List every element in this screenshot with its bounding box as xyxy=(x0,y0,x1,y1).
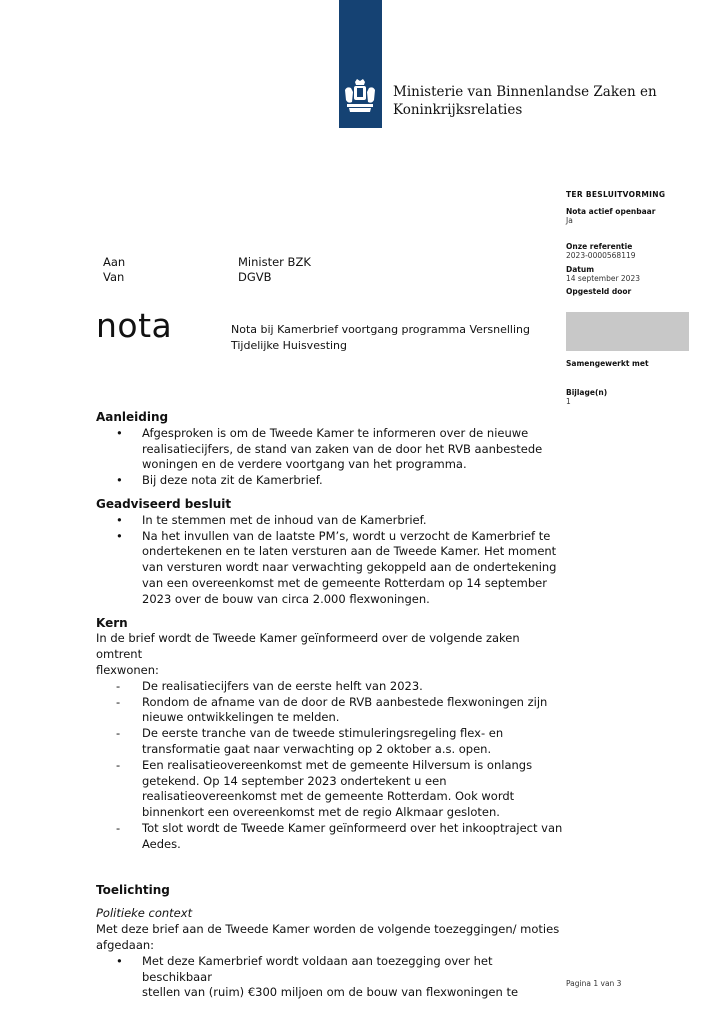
bijlage-block xyxy=(566,388,607,406)
bijlage-label: Bijlage(n) xyxy=(566,388,608,397)
bullet-icon: • xyxy=(116,473,123,488)
subject-line-2: Tijdelijke Huisvesting xyxy=(231,339,348,352)
bijlage-value: 1 xyxy=(566,397,571,406)
toelichting-subheading: Politieke context xyxy=(96,906,193,921)
datum-label: Datum xyxy=(566,265,595,274)
opgesteld-label: Opgesteld door xyxy=(566,287,632,296)
ministry-name xyxy=(393,83,657,119)
dash-icon: - xyxy=(116,757,121,772)
list-item: • In te stemmen met de inhoud van de Kamerbrief. xyxy=(116,512,427,527)
subject-line-1: Nota bij Kamerbrief voortgang programma Versnelling xyxy=(231,323,531,336)
sidebar-title: TER BESLUITVORMING xyxy=(566,190,666,199)
document-type: nota xyxy=(96,306,173,345)
van-value: DGVB xyxy=(238,270,272,284)
besluit-heading: Geadviseerd besluit xyxy=(96,496,232,511)
document-subject xyxy=(231,322,551,354)
page-number: Pagina 1 van 3 xyxy=(566,979,622,988)
aanleiding-list xyxy=(96,426,566,489)
aanleiding-heading: Aanleiding xyxy=(96,410,169,424)
toelichting-heading: Toelichting xyxy=(96,882,170,897)
van-label: Van xyxy=(103,270,125,284)
ministry-line-2: Koninkrijksrelaties xyxy=(393,102,523,118)
aan-value: Minister BZK xyxy=(238,255,311,269)
dash-icon: - xyxy=(116,820,121,835)
kern-list xyxy=(96,679,566,853)
list-item: • Afgesproken is om de Tweede Kamer te informeren over de nieuwe realisatiecijfers, de stand van zaken van de door het RVB aanbestede woningen en de verdere voortgang van het programma. xyxy=(116,425,543,472)
toelichting-list xyxy=(96,954,566,1001)
document-body xyxy=(96,410,566,1001)
list-item: - De realisatiecijfers van de eerste helft van 2023. xyxy=(116,678,423,693)
bullet-icon: • xyxy=(116,425,123,440)
referentie-label: Onze referentie xyxy=(566,242,633,251)
datum-value: 14 september 2023 xyxy=(566,274,641,283)
crest-icon xyxy=(343,78,377,118)
samengewerkt-label: Samengewerkt met xyxy=(566,359,649,368)
list-item: - Tot slot wordt de Tweede Kamer geïnformeerd over het inkooptraject van Aedes. xyxy=(116,820,563,851)
list-item: • Bij deze nota zit de Kamerbrief. xyxy=(116,473,323,488)
bullet-icon: • xyxy=(116,953,123,968)
dash-icon: - xyxy=(116,694,121,709)
aan-label: Aan xyxy=(103,255,126,269)
nota-actief-label: Nota actief openbaar xyxy=(566,207,656,216)
kern-heading: Kern xyxy=(96,615,128,630)
list-item: - De eerste tranche van de tweede stimuleringsregeling flex- en transformatie gaat naar verwachting op 2 oktober a.s. open. xyxy=(116,726,504,756)
referentie-value: 2023-0000568119 xyxy=(566,251,636,260)
redacted-block xyxy=(566,312,689,351)
dash-icon: - xyxy=(116,678,121,693)
list-item: - Een realisatieovereenkomst met de gemeente Hilversum is onlangs getekend. Op 14 september 2023 ondertekent u een realisatieovereenkomst met de gemeente Rotterdam. Ook wordt binnenkort een overeenkomst met de regio Alkmaar gesloten. xyxy=(116,757,533,820)
list-item: • Met deze Kamerbrief wordt voldaan aan toezegging over het beschikbaar stellen van (ruim) €300 miljoen om de bouw van flexwoningen te xyxy=(116,953,519,1000)
besluit-list xyxy=(96,513,566,608)
dash-icon: - xyxy=(116,726,121,741)
bullet-icon: • xyxy=(116,528,123,543)
list-item: - Rondom de afname van de door de RVB aanbestede flexwoningen zijn nieuwe ontwikkelingen te melden. xyxy=(116,694,548,725)
ministry-line-1: Ministerie van Binnenlandse Zaken en xyxy=(393,84,657,100)
kern-intro: In de brief wordt de Tweede Kamer geïnformeerd over de volgende zaken omtrent flexwonen: xyxy=(96,631,520,677)
list-item: • Na het invullen van de laatste PM’s, wordt u verzocht de Kamerbrief te ondertekenen en te laten versturen aan de Tweede Kamer. Het moment van versturen wordt naar verwachting gekoppeld aan de ondertekening van een overeenkomst met de gemeente Rotterdam op 14 september 2023 over de bouw van circa 2.000 flexwoningen. xyxy=(116,528,557,606)
bullet-icon: • xyxy=(116,512,123,527)
nota-actief-value: Ja xyxy=(566,216,573,225)
meta-sidebar xyxy=(566,190,696,296)
toelichting-intro: Met deze brief aan de Tweede Kamer worden de volgende toezeggingen/ moties afgedaan: xyxy=(96,922,560,952)
